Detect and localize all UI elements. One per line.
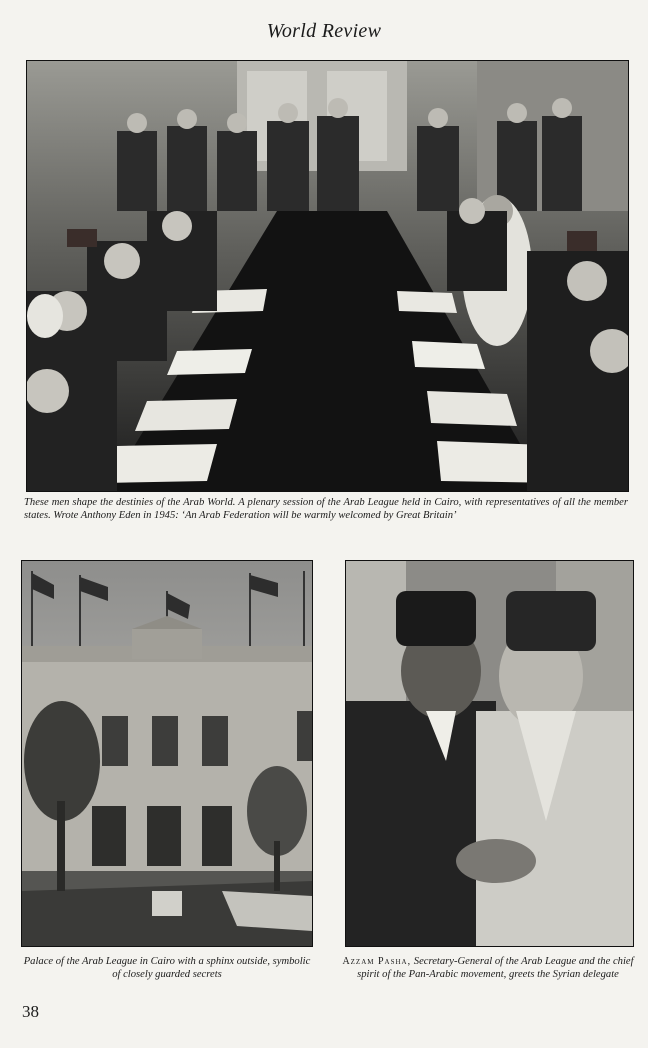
caption-main-photo: These men shape the destinies of the Arab World. A plenary session of the Arab League held in Cairo, with representatives of all the member states. Wrote Anthony Eden in 1945: ‘An Arab Federation will be warmly welcomed by Great Britain’ bbox=[24, 497, 628, 521]
photo-azzam-pasha-greeting-image bbox=[346, 561, 633, 946]
photo-arab-league-palace-image bbox=[22, 561, 312, 946]
caption-greeting-photo bbox=[342, 955, 634, 981]
caption-greeting-name: Azzam Pasha, bbox=[342, 956, 412, 967]
photo-arab-league-session-image bbox=[27, 61, 628, 491]
photo-azzam-pasha-greeting bbox=[345, 560, 634, 947]
photo-arab-league-session bbox=[26, 60, 629, 492]
caption-greeting-text: Secretary-General of the Arab League and the chief spirit of the Pan-Arabic movement, greets the Syrian delegate bbox=[357, 956, 634, 980]
caption-palace-photo: Palace of the Arab League in Cairo with a sphinx outside, symbolic of closely guarded secrets bbox=[23, 956, 311, 980]
running-header: World Review bbox=[266, 20, 382, 42]
photo-arab-league-palace bbox=[21, 560, 313, 947]
page-number: 38 bbox=[22, 1002, 39, 1021]
